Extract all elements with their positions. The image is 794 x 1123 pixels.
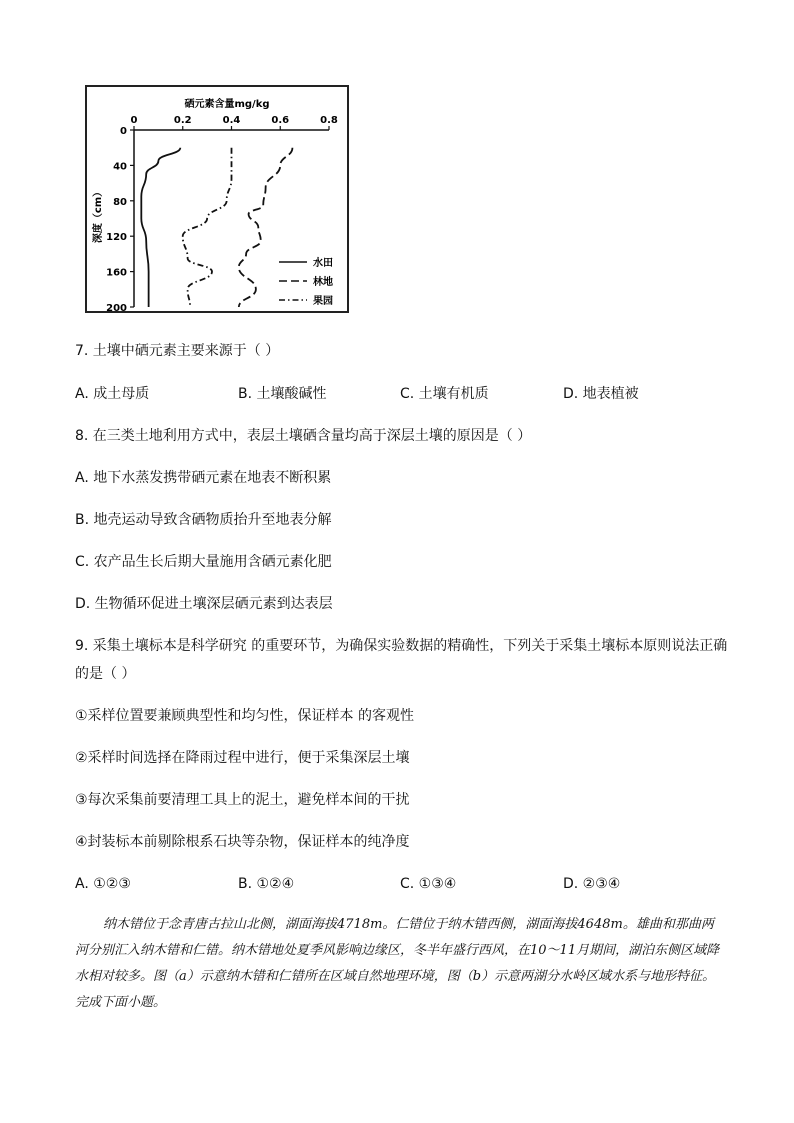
selenium-depth-chart [85, 85, 349, 313]
series-line-solid [141, 148, 180, 307]
q8-option-b[interactable]: B. 地壳运动导致含硒物质抬升至地表分解 [75, 512, 332, 528]
q8-option-c[interactable]: C. 农产品生长后期大量施用含硒元素化肥 [75, 554, 332, 570]
q9-option-c[interactable]: C. ①③④ [400, 876, 457, 892]
reading-passage: 纳木错位于念青唐古拉山北侧，湖面海拔4718m。仁错位于纳木错西侧，湖面海拔4648m。雄曲和那曲两河分别汇入纳木错和仁错。纳木错地处夏季风影响边缘区，冬半年盛行西风，在10～11月期间，湖泊东侧区域降水相对较多。图（a）示意纳木错和仁错所在区域自然地理环境，图（b）示意两湖分水岭区域水系与地形特征。完成下面小题。 [75, 917, 720, 1010]
q7-stem: 7. 土壤中硒元素主要来源于（ ） [75, 343, 280, 359]
y-tick-label: 80 [113, 196, 127, 208]
y-tick-label: 160 [106, 267, 127, 279]
q9-option-a[interactable]: A. ①②③ [75, 876, 131, 892]
x-tick-label: 0.6 [271, 115, 290, 126]
q9-statement-2: ②采样时间选择在降雨过程中进行，便于采集深层土壤 [75, 750, 410, 766]
legend-label: 果园 [313, 296, 333, 307]
series-line-dashdot [183, 148, 232, 307]
x-tick-label: 0.4 [222, 115, 241, 126]
q7-option-a[interactable]: A. 成土母质 [75, 386, 150, 402]
x-tick-label: 0 [130, 115, 138, 126]
q9-stem-line1: 9. 采集土壤标本是科学研究 的重要环节，为确保实验数据的精确性，下列关于采集土壤标本原则说法正确 [75, 638, 728, 654]
q8-stem: 8. 在三类土地利用方式中，表层土壤硒含量均高于深层土壤的原因是（ ） [75, 428, 532, 444]
q8-option-d[interactable]: D. 生物循环促进土壤深层硒元素到达表层 [75, 596, 333, 612]
y-axis-label: 深度（cm） [93, 186, 104, 244]
y-tick-label: 120 [106, 232, 127, 244]
x-tick-label: 0.8 [320, 115, 338, 126]
q7-option-c[interactable]: C. 土壤有机质 [400, 386, 489, 402]
series-line-dashed [239, 148, 293, 307]
y-tick-label: 0 [120, 126, 127, 137]
q9-statement-1: ①采样位置要兼顾典型性和均匀性，保证样本 的客观性 [75, 708, 414, 724]
q8-option-a[interactable]: A. 地下水蒸发携带硒元素在地表不断积累 [75, 470, 332, 486]
q9-option-b[interactable]: B. ①②④ [238, 876, 295, 892]
q7-option-d[interactable]: D. 地表植被 [563, 386, 639, 402]
chart-canvas [87, 87, 351, 315]
y-tick-label: 200 [106, 303, 127, 314]
q9-statement-3: ③每次采集前要清理工具上的泥土，避免样本间的干扰 [75, 792, 410, 808]
legend-label: 林地 [313, 277, 333, 288]
y-tick-label: 40 [113, 161, 127, 173]
q9-stem-line2: 的是（ ） [75, 666, 136, 682]
chart-title: 硒元素含量mg/kg [184, 99, 270, 110]
x-tick-label: 0.2 [173, 115, 192, 126]
q7-option-b[interactable]: B. 土壤酸碱性 [238, 386, 327, 402]
q9-option-d[interactable]: D. ②③④ [563, 876, 621, 892]
legend-label: 水田 [313, 258, 333, 269]
q9-statement-4: ④封装标本前剔除根系石块等杂物，保证样本的纯净度 [75, 834, 410, 850]
